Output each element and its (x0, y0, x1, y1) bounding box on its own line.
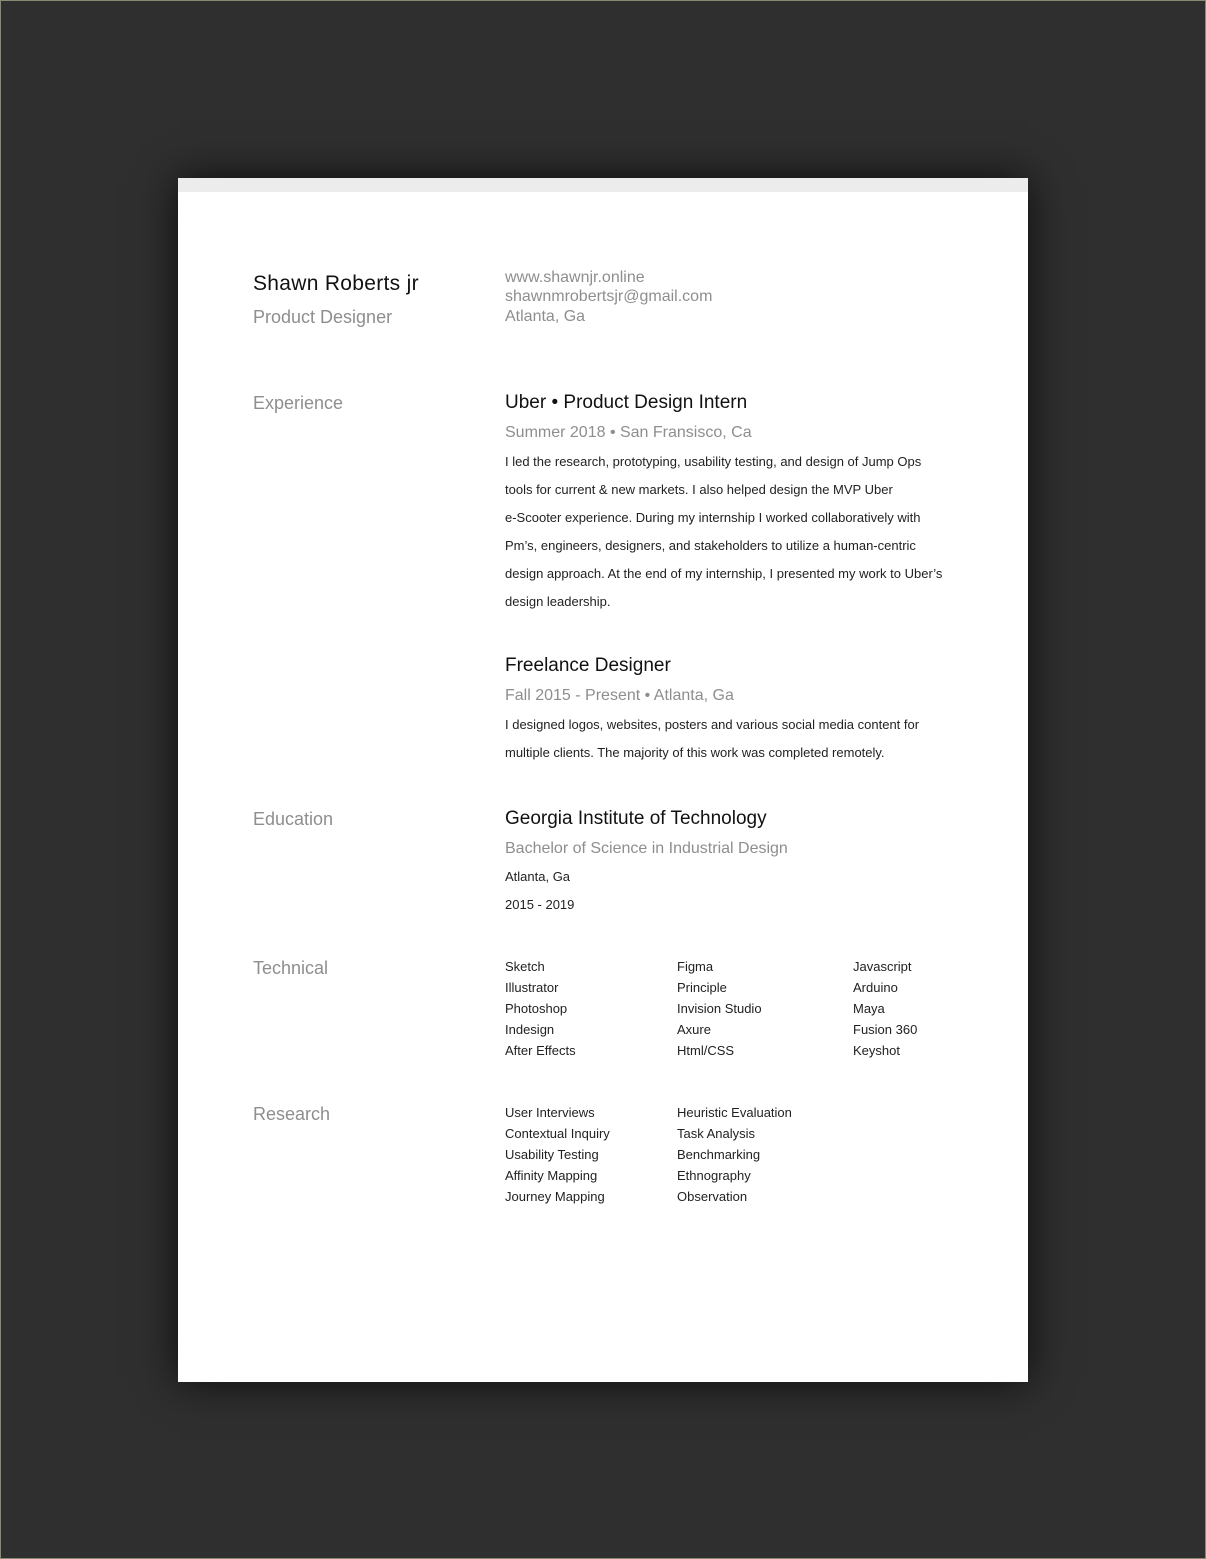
job-description-line: I designed logos, websites, posters and various social media content for (505, 717, 920, 732)
email-link[interactable]: shawnmrobertsjr@gmail.com (505, 288, 713, 305)
skill-item: Javascript (853, 959, 912, 974)
skill-item: Sketch (505, 959, 545, 974)
job-description-line: e-Scooter experience. During my internship I worked collaboratively with (505, 510, 921, 525)
school-name: Georgia Institute of Technology (505, 808, 767, 829)
research-column (505, 1102, 610, 1207)
job-description-line: tools for current & new markets. I also helped design the MVP Uber (505, 482, 893, 497)
page-top-strip (178, 178, 1028, 192)
skill-item: Axure (677, 1022, 711, 1037)
skill-item: Arduino (853, 980, 898, 995)
research-item: Observation (677, 1189, 748, 1204)
technical-column (853, 956, 917, 1061)
section-label-technical: Technical (253, 958, 329, 978)
skill-item: Figma (677, 959, 714, 974)
job-description-line: I led the research, prototyping, usability testing, and design of Jump Ops (505, 454, 922, 469)
skill-item: Principle (677, 980, 727, 995)
job-description-line: Pm’s, engineers, designers, and stakeholders to utilize a human-centric (505, 538, 916, 553)
technical-column (677, 956, 762, 1061)
skill-item: Keyshot (853, 1043, 900, 1058)
research-item: Heuristic Evaluation (677, 1105, 792, 1120)
skill-item: After Effects (505, 1043, 576, 1058)
skill-item: Photoshop (505, 1001, 568, 1016)
research-item: Ethnography (677, 1168, 751, 1183)
section-label-education: Education (253, 809, 334, 829)
section-label-research: Research (253, 1104, 331, 1124)
degree: Bachelor of Science in Industrial Design (505, 840, 788, 857)
website-link[interactable]: www.shawnjr.online (505, 269, 645, 286)
job-description-line: multiple clients. The majority of this work was completed remotely. (505, 745, 885, 760)
skill-item: Invision Studio (677, 1001, 762, 1016)
research-item: Usability Testing (505, 1147, 599, 1162)
technical-column (505, 956, 576, 1061)
resume-name: Shawn Roberts jr (253, 272, 419, 295)
education-years: 2015 - 2019 (505, 897, 575, 912)
skill-item: Maya (853, 1001, 885, 1016)
research-item: User Interviews (505, 1105, 595, 1120)
job-description-line: design leadership. (505, 594, 611, 609)
header-location: Atlanta, Ga (505, 308, 586, 325)
resume-title: Product Designer (253, 307, 393, 327)
skill-item: Fusion 360 (853, 1022, 918, 1037)
skill-item: Illustrator (505, 980, 559, 995)
research-item: Task Analysis (677, 1126, 756, 1141)
job-heading: Freelance Designer (505, 655, 671, 676)
resume-page (178, 178, 1028, 1382)
skill-item: Html/CSS (677, 1043, 735, 1058)
research-column (677, 1102, 792, 1207)
job-subheading: Fall 2015 - Present • Atlanta, Ga (505, 687, 734, 704)
job-subheading: Summer 2018 • San Fransisco, Ca (505, 424, 752, 441)
education-location: Atlanta, Ga (505, 869, 571, 884)
research-item: Journey Mapping (505, 1189, 605, 1204)
job-heading: Uber • Product Design Intern (505, 392, 748, 413)
skill-item: Indesign (505, 1022, 555, 1037)
research-item: Contextual Inquiry (505, 1126, 610, 1141)
job-description-line: design approach. At the end of my internship, I presented my work to Uber’s (505, 566, 943, 581)
research-item: Benchmarking (677, 1147, 761, 1162)
section-label-experience: Experience (253, 393, 344, 413)
research-item: Affinity Mapping (505, 1168, 598, 1183)
